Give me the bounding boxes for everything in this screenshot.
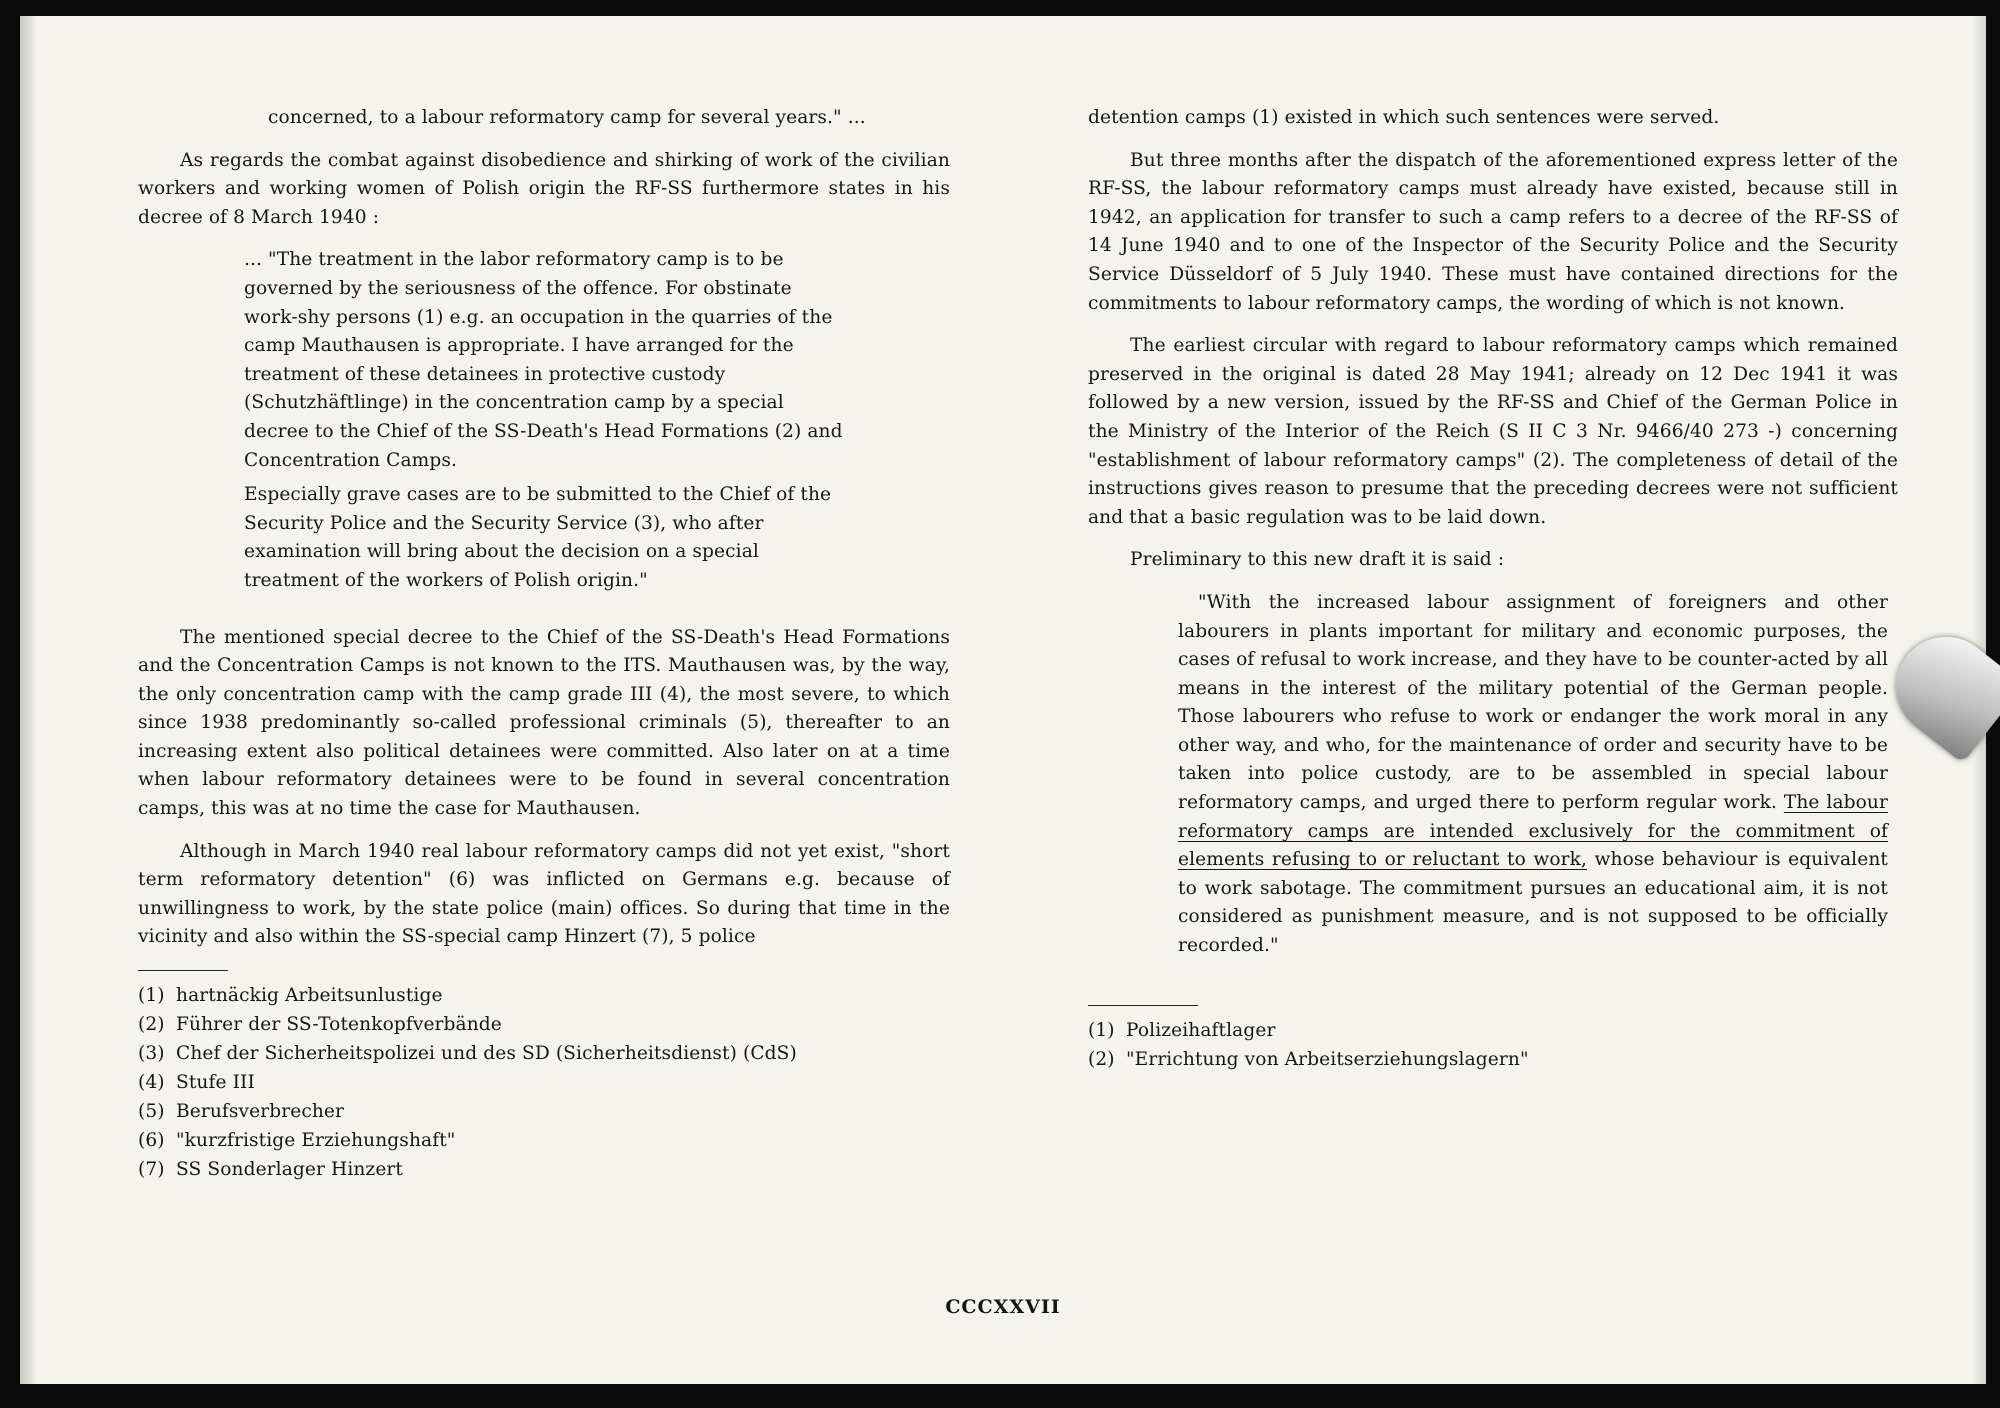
paragraph: Preliminary to this new draft it is said :: [1130, 549, 1505, 571]
quote-paragraph: Especially grave cases are to be submitted to the Chief of the Security Police and the Security Service (3), who after examination will bring about the decision on a special treatment of the workers of Polish origin.": [244, 484, 832, 591]
footnote: (3) Chef der Sicherheitspolizei und des SD (Sicherheitsdienst) (CdS): [138, 1043, 797, 1065]
footnote: (2) Führer der SS-Totenkopfverbände: [138, 1014, 502, 1036]
footnote: (1) Polizeihaftlager: [1088, 1019, 1276, 1041]
block-quote: [244, 246, 844, 595]
footnote: (2) "Errichtung von Arbeitserziehungslagern": [1088, 1048, 1529, 1070]
footnote-list: [138, 981, 950, 1184]
paragraph: concerned, to a labour reformatory camp for several years." ...: [268, 107, 866, 128]
left-column: [138, 104, 950, 1184]
footnote: (1) hartnäckig Arbeitsunlustige: [138, 985, 443, 1007]
quote-paragraph: [1178, 589, 1888, 961]
document-page: [20, 16, 1986, 1384]
footnote-list: [1088, 1016, 1898, 1074]
block-quote: [1178, 589, 1888, 961]
page-number: CCCXXVII: [945, 1296, 1061, 1318]
footnote-divider: [138, 970, 228, 971]
quote-paragraph: ... "The treatment in the labor reformatory camp is to be governed by the seriousness of the offence. For obstinate work-shy persons (1) e.g. an occupation in the quarries of the camp Mauthausen is appropriate. I have arranged for the treatment of these detainees in protective custody (Schutzhäftlinge) in the concentration camp by a special decree to the Chief of the SS-Death's Head Formations (2) and Concentration Camps.: [244, 249, 843, 471]
paragraph: But three months after the dispatch of the aforementioned express letter of the RF-SS, the labour reformatory camps must already have existed, because still in 1942, an application for transfer to such a camp refers to a decree of the RF-SS of 14 June 1940 and to one of the Inspector of the Security Police and the Security Service Düsseldorf of 5 July 1940. These must have contained directions for the commitments to labour reformatory camps, the wording of which is not known.: [1088, 149, 1898, 314]
paragraph: As regards the combat against disobedience and shirking of work of the civilian workers and working women of Polish origin the RF-SS furthermore states in his decree of 8 March 1940 :: [138, 149, 950, 228]
paragraph: Although in March 1940 real labour reformatory camps did not yet exist, "short term reformatory detention" (6) was inflicted on Germans e.g. because of unwillingness to work, by the state police (main) offices. So during that time in the vicinity and also within the SS-special camp Hinzert (7), 5 police: [138, 840, 950, 948]
paragraph: The earliest circular with regard to labour reformatory camps which remained preserved in the original is dated 28 May 1941; already on 12 Dec 1941 it was followed by a new version, issued by the RF-SS and Chief of the German Police in the Ministry of the Interior of the Reich (S II C 3 Nr. 9466/40 273 -) concerning "establishment of labour reformatory camps" (2). The completeness of detail of the instructions gives reason to presume that the preceding decrees were not sufficient and that a basic regulation was to be laid down.: [1088, 335, 1898, 528]
right-column: [1088, 104, 1898, 1074]
quote-text: "With the increased labour assignment of foreigners and other labourers in plants important for military and economic purposes, the cases of refusal to work increase, and they have to be counter-acted by all means in the interest of the military potential of the German people. Those labourers who refuse to work or endanger the work moral in any other way, and who, for the maintenance of order and security have to be taken into police custody, are to be assembled in special labour reformatory camps, and urged there to perform regular work.: [1178, 591, 1888, 814]
paragraph: The mentioned special decree to the Chief of the SS-Death's Head Formations and the Concentration Camps is not known to the ITS. Mauthausen was, by the way, the only concentration camp with the camp grade III (4), the most severe, to which since 1938 predominantly so-called professional criminals (5), thereafter to an increasing extent also political detainees were committed. Also later on at a time when labour reformatory detainees were to be found in several concentration camps, this was at no time the case for Mauthausen.: [138, 626, 950, 820]
footnote: (5) Berufsverbrecher: [138, 1101, 345, 1123]
paragraph: detention camps (1) existed in which such sentences were served.: [1088, 107, 1720, 128]
footnote: (7) SS Sonderlager Hinzert: [138, 1159, 403, 1181]
underlined-passage: The labour reformatory camps are intended exclusively for the commitment of elements refusing to or reluctant to work,: [1178, 792, 1888, 871]
footnote: (4) Stufe III: [138, 1072, 255, 1094]
footnote-divider: [1088, 1005, 1198, 1006]
quote-text: whose behaviour is equivalent to work sabotage. The commitment pursues an educational aim, it is not considered as punishment measure, and is not supposed to be officially recorded.": [1178, 849, 1888, 957]
footnote: (6) "kurzfristige Erziehungshaft": [138, 1130, 456, 1152]
